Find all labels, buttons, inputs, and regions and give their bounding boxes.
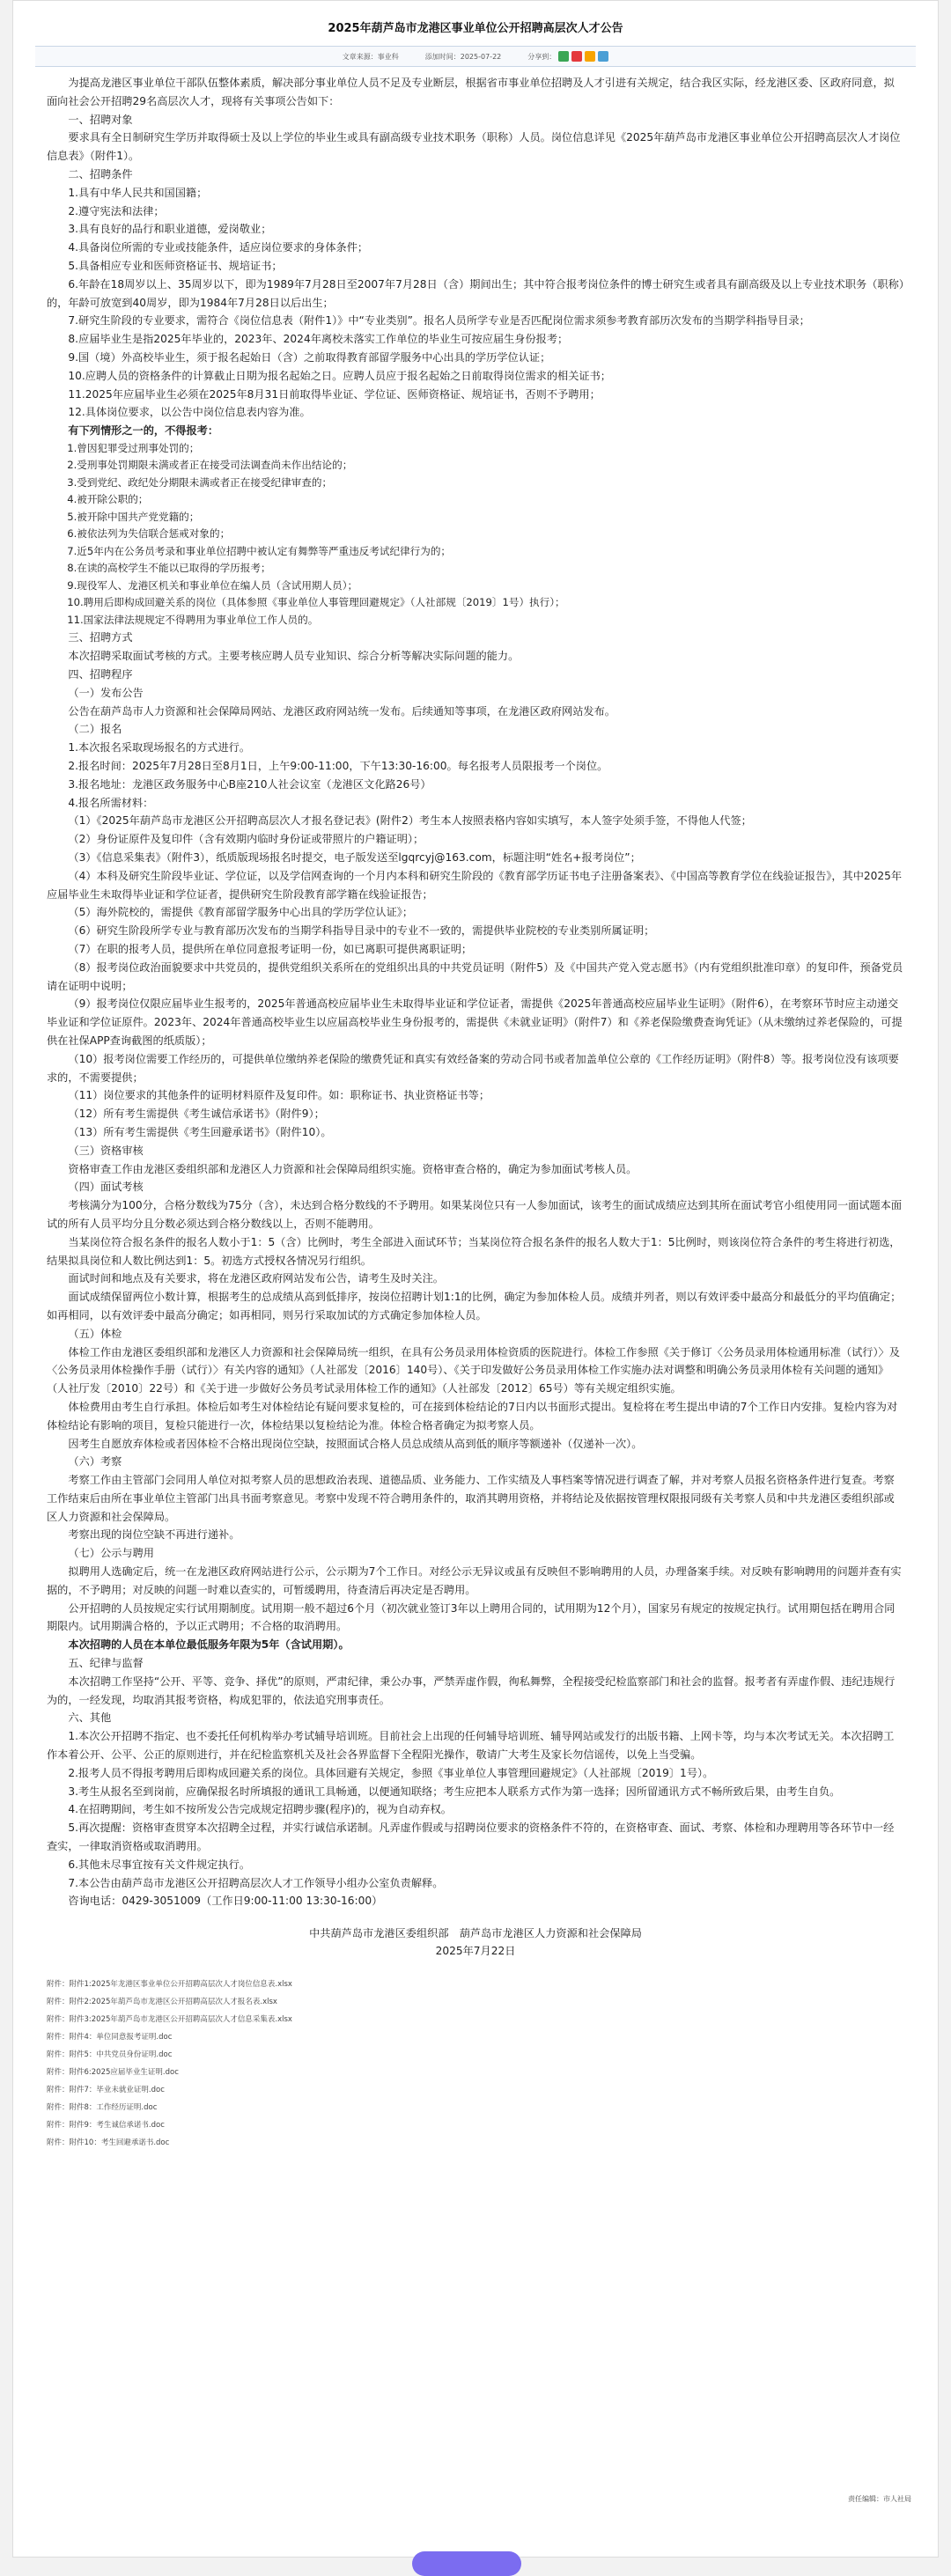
article-paragraph: 9.现役军人、龙港区机关和事业单位在编人员（含试用期人员）；: [67, 578, 358, 592]
weibo-icon[interactable]: [571, 51, 582, 62]
wechat-icon[interactable]: [558, 51, 569, 62]
article-paragraph: （11）岗位要求的其他条件的证明材料原件及复印件。如：职称证书、执业资格证书等；: [68, 1089, 490, 1102]
article-paragraph: 体检工作由龙港区委组织部和龙港区人力资源和社会保障局统一组织，在具有公务员录用体检资质的医院进行。体检工作参照《关于修订〈公务员录用体检通用标准（试行）〉及〈公务员录用体检操作手册（试行）〉有关内容的通知》（人社部发〔2016〕140号）、《关于印发做好公务员录用体检工作实施办法对调整和明确公务员录用体检有关问题的通知》（人社厅发〔2010〕22号）和《关于进一步做好公务员考试录用体检工作的通知》（人社部发〔2012〕65号）等有关规定组织实施。: [47, 1345, 900, 1395]
article-paragraph: 1.曾因犯罪受过刑事处罚的；: [67, 441, 200, 454]
article-paragraph: 本次招聘采取面试考核的方式。主要考核应聘人员专业知识、综合分析等解决实际问题的能力。: [68, 650, 520, 663]
article-paragraph: 9.国（境）外高校毕业生，须于报名起始日（含）之前取得教育部留学服务中心出具的学历学位认证；: [68, 350, 551, 364]
attachment-link[interactable]: 附件：附件7：毕业未就业证明.doc: [47, 2086, 165, 2095]
article-paragraph: 要求具有全日制研究生学历并取得硕士及以上学位的毕业生或具有副高级专业技术职务（职称）人员。岗位信息详见《2025年葫芦岛市龙港区事业单位公开招聘高层次人才岗位信息表》（附件1）。: [47, 131, 901, 163]
article-paragraph: 因考生自愿放弃体检或者因体检不合格出现岗位空缺，按照面试合格人员总成绩从高到低的顺序等额递补（仅递补一次）。: [68, 1437, 643, 1450]
article-paragraph: （三）资格审核: [68, 1144, 144, 1157]
article-paragraph: 2.遵守宪法和法律；: [68, 204, 165, 217]
date-label: 添加时间：: [424, 52, 461, 61]
article-paragraph: （12）所有考生需提供《考生诚信承诺书》（附件9）；: [68, 1108, 325, 1121]
source-meta: [343, 52, 399, 62]
article-paragraph: 7.本公告由葫芦岛市龙港区公开招聘高层次人才工作领导小组办公室负责解释。: [68, 1876, 444, 1889]
date-meta: [425, 52, 502, 62]
article-paragraph: 六、其他: [68, 1711, 112, 1725]
article-paragraph: 考察出现的岗位空缺不再进行递补。: [68, 1528, 240, 1542]
article-paragraph: 7.近5年内在公务员考录和事业单位招聘中被认定有舞弊等严重违反考试纪律行为的；: [67, 544, 452, 557]
article-paragraph: 5.被开除中国共产党党籍的；: [67, 510, 200, 523]
article-paragraph: 1.本次报名采取现场报名的方式进行。: [68, 741, 251, 754]
article-paragraph: 4.具备岗位所需的专业或技能条件，适应岗位要求的身体条件；: [68, 241, 369, 254]
article-paragraph: 面试时间和地点及有关要求，将在龙港区政府网站发布公告，请考生及时关注。: [68, 1272, 444, 1285]
article-paragraph: 二、招聘条件: [68, 167, 133, 180]
article-paragraph: 10.聘用后即构成回避关系的岗位（具体参照《事业单位人事管理回避规定》（人社部规〔2019〕1号）执行）；: [67, 596, 565, 609]
article-paragraph: （8）报考岗位政治面貌要求中共党员的，提供党组织关系所在的党组织出具的中共党员证明（附件5）及《中国共产党入党志愿书》（内有党组织批准印章）的复印件，预备党员请在证明中说明；: [47, 960, 903, 992]
article-paragraph: 2.报考人员不得报考聘用后即构成回避关系的岗位。具体回避有关规定，参照《事业单位人事管理回避规定》（人社部规〔2019〕1号）。: [68, 1766, 714, 1779]
article-paragraph: 本次招聘的人员在本单位最低服务年限为5年（含试用期）。: [68, 1638, 350, 1652]
article-paragraph: （4）本科及研究生阶段毕业证、学位证，以及学信网查询的一个月内本科和研究生阶段的《教育部学历证书电子注册备案表》、《中国高等教育学位在线验证报告》，其中2025年应届毕业生未取得毕业证和学位证者，提供研究生阶段教育部学籍在线验证报告；: [47, 869, 903, 901]
article-paragraph: 12.具体岗位要求，以公告中岗位信息表内容为准。: [68, 406, 311, 419]
article-paragraph: 3.考生从报名至到岗前，应确保报名时所填报的通讯工具畅通，以便通知联络；考生应把本人联系方式作为第一选择；因所留通讯方式不畅所致后果，由考生自负。: [68, 1785, 841, 1798]
article-paragraph: 本次招聘工作坚持“公开、平等、竞争、择优”的原则，严肃纪律，秉公办事，严禁弄虚作假，徇私舞弊，全程接受纪检监察部门和社会的监督。报考者有弄虚作假、违纪违规行为的，一经发现，均取消其报考资格，构成犯罪的，依法追究刑事责任。: [47, 1674, 896, 1706]
article-paragraph: 资格审查工作由龙港区委组织部和龙港区人力资源和社会保障局组织实施。资格审查合格的，确定为参加面试考核人员。: [68, 1162, 638, 1175]
attachment-link[interactable]: 附件：附件1:2025年龙港区事业单位公开招聘高层次人才岗位信息表.xlsx: [47, 1980, 292, 1990]
article-meta-bar: [35, 46, 916, 67]
more-share-icon[interactable]: [598, 51, 608, 62]
article-paragraph: 3.报名地址：龙港区政务服务中心B座210人社会议室（龙港区文化路26号）: [68, 777, 431, 791]
article-paragraph: 7.研究生阶段的专业要求，需符合《岗位信息表（附件1）》中“专业类别”。报名人员所学专业是否匹配岗位需求须参考教育部历次发布的当期学科指导目录；: [68, 314, 810, 328]
article-paragraph: （四）面试考核: [68, 1181, 144, 1194]
article-paragraph: 3.具有良好的品行和职业道德，爱岗敬业；: [68, 223, 272, 236]
article-paragraph: 8.在读的高校学生不能以已取得的学历报考；: [67, 562, 271, 575]
article-paragraph: （六）考察: [68, 1455, 122, 1468]
article-paragraph: 面试成绩保留两位小数计算，根据考生的总成绩从高到低排序，按岗位招聘计划1:1的比例，确定为参加体检人员。成绩并列者，则以有效评委中最高分和最低分的平均值确定；如再相同，以有效评委中最高分确定；如再相同，则另行采取加试的方式确定参加体检人员。: [47, 1291, 902, 1321]
article-paragraph: 拟聘用人选确定后，统一在龙港区政府网站进行公示，公示期为7个工作日。对经公示无异议或虽有反映但不影响聘用的人员，办理备案手续。对反映有影响聘用的问题并查有实据的，不予聘用；对反映的问题一时难以查实的，可暂缓聘用，待查清后再决定是否聘用。: [47, 1565, 902, 1596]
article-paragraph: （5）海外院校的，需提供《教育部留学服务中心出具的学历学位认证》；: [68, 906, 414, 919]
article-paragraph: 4.被开除公职的；: [67, 493, 149, 506]
article-paragraph: 4.报名所需材料：: [68, 796, 154, 809]
article-paragraph: 10.应聘人员的资格条件的计算截止日期为报名起始之日。应聘人员应于报名起始之日前取得岗位需求的相关证书；: [68, 369, 611, 382]
signature-org: 中共葫芦岛市龙港区委组织部 葫芦岛市龙港区人力资源和社会保障局: [309, 1927, 642, 1940]
article-paragraph: 3.受到党纪、政纪处分期限未满或者正在接受纪律审查的；: [67, 475, 333, 489]
article-paragraph: 11.2025年应届毕业生必须在2025年8月31日前取得毕业证、学位证、医师资格证、规培证书，否则不予聘用；: [68, 387, 601, 401]
article-paragraph: 五、纪律与监督: [68, 1657, 144, 1670]
article-paragraph: （2）身份证原件及复印件（含有效期内临时身份证或带照片的户籍证明）；: [68, 833, 424, 846]
article-paragraph: 为提高龙港区事业单位干部队伍整体素质，解决部分事业单位人员不足及专业断层，根据省市事业单位招聘及人才引进有关规定，结合我区实际，经龙港区委、区政府同意，拟面向社会公开招聘29名高层次人才，现将有关事项公告如下：: [47, 77, 895, 107]
article-paragraph: 体检费用由考生自行承担。体检后如考生对体检结论有疑问要求复检的，可在接到体检结论的7日内以书面形式提出。复检将在考生提出申请的7个工作日内安排。复检内容为对体检结论有影响的项目，复检只能进行一次，体检结果以复检结论为准。体检合格者确定为拟考察人员。: [47, 1400, 898, 1432]
article-paragraph: （6）研究生阶段所学专业与教育部历次发布的当期学科指导目录中的专业不一致的，需提供毕业院校的专业类别所属证明；: [68, 924, 655, 938]
article-paragraph: 5.再次提醒：资格审查贯穿本次招聘全过程，并实行诚信承诺制。凡弄虚作假或与招聘岗位要求的资格条件不符的，在资格审查、面试、考察、体检和办理聘用等各环节中一经查实，一律取消资格或取消聘用。: [47, 1822, 895, 1853]
duty-editor: 责任编辑：市人社局: [848, 2495, 911, 2503]
article-paragraph: （七）公示与聘用: [68, 1547, 154, 1560]
article-paragraph: 2.报名时间：2025年7月28日至8月1日，上午9:00-11:00，下午13:30-16:00。每名报考人员限报考一个岗位。: [68, 760, 608, 773]
attachment-list: [47, 1976, 904, 2152]
source-label: 文章来源：: [342, 52, 378, 61]
attachment-link[interactable]: 附件：附件3:2025年葫芦岛市龙港区公开招聘高层次人才信息采集表.xlsx: [47, 2015, 292, 2025]
article-title: 2025年葫芦岛市龙港区事业单位公开招聘高层次人才公告: [328, 22, 623, 35]
attachment-link[interactable]: 附件：附件6:2025应届毕业生证明.doc: [47, 2068, 179, 2078]
attachment-link[interactable]: 附件：附件9：考生诚信承诺书.doc: [47, 2121, 165, 2131]
article-paragraph: 6.其他未尽事宜按有关文件规定执行。: [68, 1858, 251, 1871]
article-paragraph: 当某岗位符合报名条件的报名人数小于1：5（含）比例时，考生全部进入面试环节；当某岗位符合报名条件的报名人数大于1：5比例时，则该岗位符合条件的考生将进行初选，结果拟具岗位和人数比例达到1：5。初选方式授权各情况另行组织。: [47, 1235, 901, 1267]
article-paragraph: 有下列情形之一的，不得报考：: [68, 424, 219, 438]
article-body: [13, 67, 938, 2152]
article-paragraph: （9）报考岗位仅限应届毕业生报考的，2025年普通高校应届毕业生未取得毕业证和学位证者，需提供《2025年普通高校应届毕业生证明》（附件6），在考察环节时应主动递交毕业证和学位证原件。2023年、2024年普通高校毕业生以应届高校毕业生身份报考的，需提供《未就业证明》（附件7）和《养老保险缴费查询凭证》（从未缴纳过养老保险的，可提供在社保APP查询截图的纸质版）；: [47, 997, 903, 1047]
article-paragraph: 6.被依法列为失信联合惩戒对象的；: [67, 527, 231, 541]
floating-action-button[interactable]: [412, 2551, 521, 2576]
article-paragraph: 公告在葫芦岛市人力资源和社会保障局网站、龙港区政府网站统一发布。后续通知等事项，在龙港区政府网站发布。: [68, 704, 616, 718]
article-container: [12, 0, 939, 2558]
article-paragraph: （五）体检: [68, 1327, 122, 1340]
signature-date: 2025年7月22日: [435, 1945, 516, 1958]
article-paragraph: （1）《2025年葫芦岛市龙港区公开招聘高层次人才报名登记表》(附件2）考生本人按照表格内容如实填写，本人签字处须手签，不得他人代签；: [68, 814, 752, 828]
article-paragraph: （3）《信息采集表》（附件3），纸质版现场报名时提交，电子版发送至lgqrcyj@163.com，标题注明“姓名+报考岗位”；: [68, 851, 641, 864]
article-paragraph: 6.年龄在18周岁以上、35周岁以下，即为1989年7月28日至2007年7月28日（含）期间出生；其中符合报考岗位条件的博士研究生或者具有副高级及以上专业技术职务（职称）的，年龄可放宽到40周岁，即为1984年7月28日以后出生；: [47, 277, 904, 309]
attachment-link[interactable]: 附件：附件10：考生回避承诺书.doc: [47, 2138, 170, 2148]
article-paragraph: （7）在职的报考人员，提供所在单位同意报考证明一份，如已离职可提供离职证明；: [68, 942, 473, 955]
article-paragraph: 考察工作由主管部门会同用人单位对拟考察人员的思想政治表现、道德品质、业务能力、工作实绩及人事档案等情况进行调查了解，并对考察人员报名资格条件进行复查。考察工作结束后由所在事业单位主管部门出具书面考察意见。考察中发现不符合聘用条件的，取消其聘用资格，并将结论及依据按管理权限报同级有关考察人员和中共龙港区委组织部或区人力资源和社会保障局。: [47, 1474, 895, 1523]
article-paragraph: 4.在招聘期间，考生如不按所发公告完成规定招聘步骤(程序)的，视为自动弃权。: [68, 1803, 452, 1816]
share-label: 分享到：: [527, 52, 557, 61]
article-paragraph: 5.具备相应专业和医师资格证书、规培证书；: [68, 259, 283, 272]
attachment-link[interactable]: 附件：附件8：工作经历证明.doc: [47, 2103, 158, 2113]
attachment-link[interactable]: 附件：附件4：单位同意报考证明.doc: [47, 2033, 173, 2042]
article-paragraph: 2.受刑事处罚期限未满或者正在接受司法调查尚未作出结论的；: [67, 459, 353, 472]
article-paragraph: 考核满分为100分，合格分数线为75分（含），未达到合格分数线的不予聘用。如果某岗位只有一人参加面试，该考生的面试成绩应达到其所在面试考官小组使用同一面试题本面试的所有人员平均分且分数必须达到合格分数线以上，否则不能聘用。: [47, 1199, 903, 1230]
attachment-link[interactable]: 附件：附件5：中共党员身份证明.doc: [47, 2050, 173, 2060]
article-paragraph: 一、招聘对象: [68, 113, 133, 126]
article-paragraph: 8.应届毕业生是指2025年毕业的，2023年、2024年离校未落实工作单位的毕业生可按应届生身份报考；: [68, 333, 569, 346]
article-paragraph: （一）发布公告: [68, 686, 144, 699]
date-value: 2025-07-22: [460, 52, 502, 61]
article-paragraph: 咨询电话：0429-3051009（工作日9:00-11:00 13:30-16:00）: [68, 1895, 383, 1908]
article-paragraph: 11.国家法律法规规定不得聘用为事业单位工作人员的。: [67, 613, 319, 626]
article-paragraph: （10）报考岗位需要工作经历的，可提供单位缴纳养老保险的缴费凭证和真实有效经备案的劳动合同书或者加盖单位公章的《工作经历证明》（附件8）等。报考岗位没有该项要求的，不需要提供；: [47, 1052, 899, 1084]
qzone-icon[interactable]: [585, 51, 595, 62]
article-paragraph: （二）报名: [68, 723, 122, 736]
article-paragraph: 1.具有中华人民共和国国籍；: [68, 186, 208, 199]
attachment-link[interactable]: 附件：附件2:2025年葫芦岛市龙港区公开招聘高层次人才报名表.xlsx: [47, 1998, 277, 2007]
article-paragraph: （13）所有考生需提供《考生回避承诺书》（附件10）。: [68, 1125, 332, 1138]
article-paragraph: 1.本次公开招聘不指定、也不委托任何机构举办考试辅导培训班。目前社会上出现的任何辅导培训班、辅导网站或发行的出版书籍、上网卡等，均与本次考试无关。本次招聘工作本着公开、公平、公正的原则进行，并在纪检监察机关及社会各界监督下全程阳光操作，敬请广大考生及家长勿信谣传，以免上当受骗。: [47, 1730, 895, 1762]
source-value: 事业科: [377, 52, 399, 61]
signature-block: [47, 1925, 904, 1960]
share-bar: [527, 51, 608, 62]
article-paragraph: 四、招聘程序: [68, 668, 133, 681]
article-paragraph: 公开招聘的人员按规定实行试用期制度。试用期一般不超过6个月（初次就业签订3年以上聘用合同的，试用期为12个月），国家另有规定的按规定执行。试用期包括在聘用合同期限内。试用期满合格的，予以正式聘用；不合格的取消聘用。: [47, 1601, 896, 1633]
article-paragraph: 三、招聘方式: [68, 631, 133, 644]
